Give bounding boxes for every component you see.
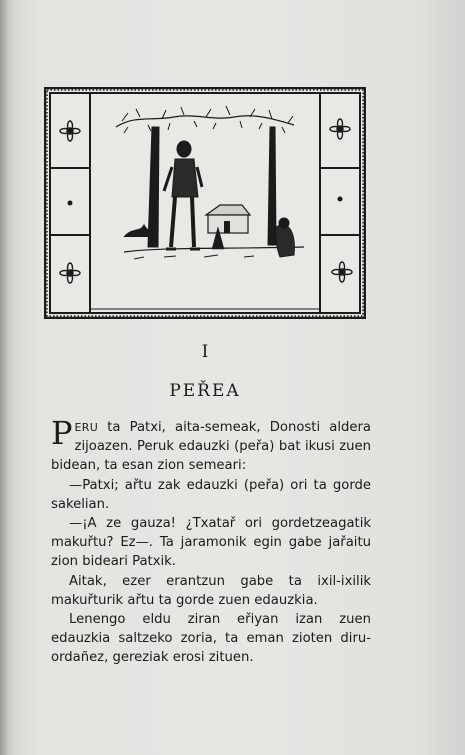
chapter-body [51,414,371,668]
paragraph-2: —Patxi; ařtu zak edauzki (peřa) ori ta gorde sakelian. [51,477,371,512]
paragraph-1 [51,414,371,476]
paragraph-5: Lenengo eldu ziran eřiyan izan zuen edauzkia saltzeko zoria, ta eman zioten diru-ordañez, gereziak erosi zituen. [51,612,371,666]
chapter-title: PEŘEA [169,381,241,401]
paragraph-4: Aitak, ezer erantzun gabe ta ixil-ixilik makuřturik ařtu ta gorde zuen edauzkia. [51,573,371,608]
opening-smallcaps: ERU [74,421,99,434]
paragraph-1-text: ta Patxi, aita-semeak, Donosti aldera zijoazen. Peruk edauzki (peřa) bat ikusi zuen bidean, ta esan zion semeari: [51,420,371,474]
drop-cap: P [51,414,73,452]
chapter-illustration [44,87,366,319]
paragraph-3: —¡A ze gauza! ¿Txatař ori gordetzeagatik makuřtu? Ez—. Ta jaramonik egin gabe jařaitu zion bideari Patxik. [51,516,371,570]
chapter-number: I [201,342,209,362]
page-gutter-shadow [0,0,14,755]
dot-ornament-icon [338,197,343,202]
dot-ornament-icon [68,201,73,206]
